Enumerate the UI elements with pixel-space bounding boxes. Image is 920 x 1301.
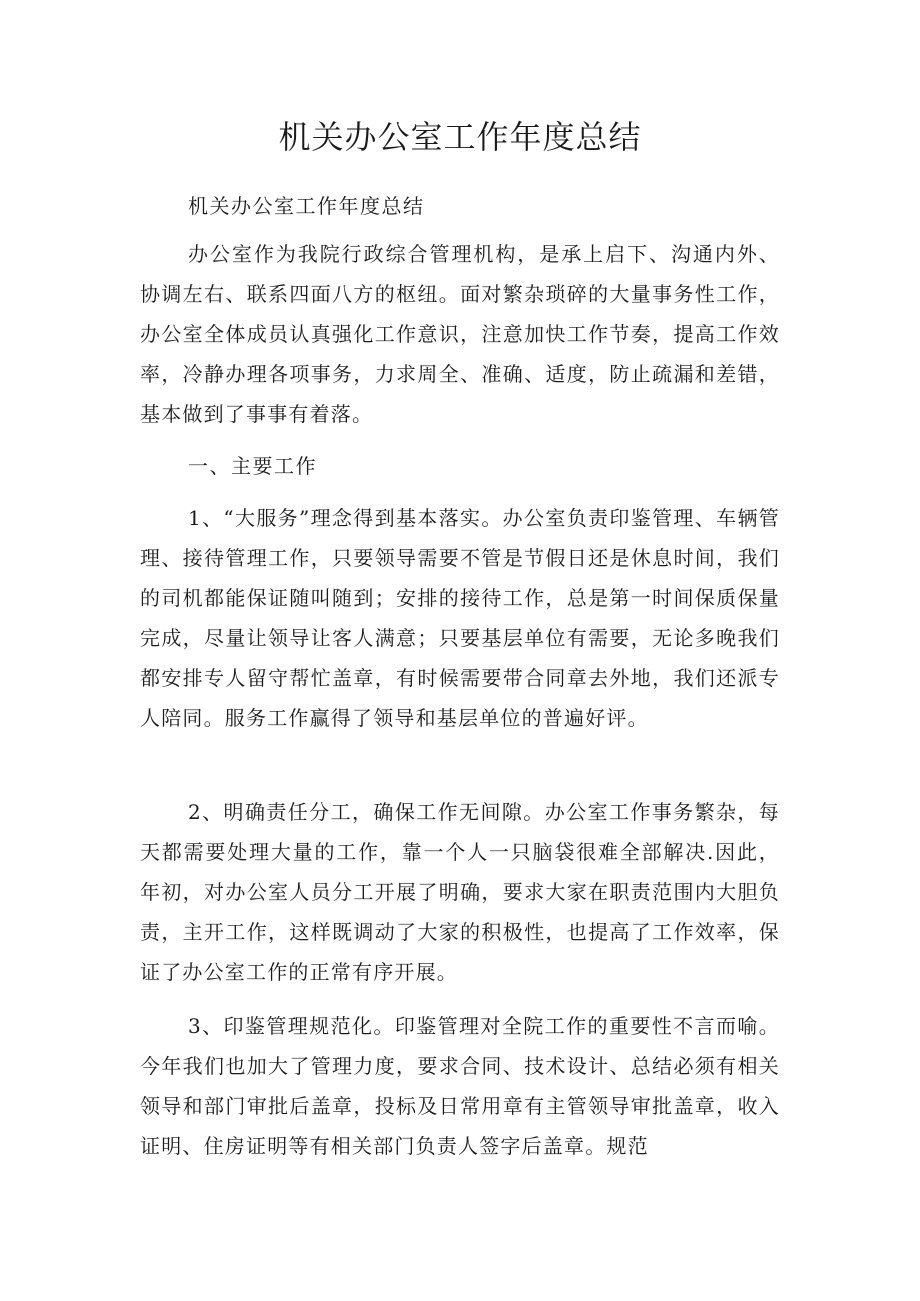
intro-paragraph: 办公室作为我院行政综合管理机构，是承上启下、沟通内外、协调左右、联系四面八方的枢纽。面对繁杂琐碎的大量事务性工作，办公室全体成员认真强化工作意识，注意加快工作节奏，提高工作效率，冷静办理各项事务，力求周全、准确、适度，防止疏漏和差错，基本做到了事事有着落。	[140, 242, 780, 426]
document-subtitle: 机关办公室工作年度总结	[188, 194, 425, 218]
paragraph-3: 3、印鉴管理规范化。印鉴管理对全院工作的重要性不言而喻。今年我们也加大了管理力度，要求合同、技术设计、总结必须有相关领导和部门审批后盖章，投标及日常用章有主管领导审批盖章，收入证明、住房证明等有相关部门负责人签字后盖章。规范	[140, 1014, 780, 1158]
section-heading: 一、主要工作	[188, 454, 317, 478]
paragraph-2: 2、明确责任分工，确保工作无间隙。办公室工作事务繁杂，每天都需要处理大量的工作，靠一个人一只脑袋很难全部解决.因此，年初，对办公室人员分工开展了明确，要求大家在职责范围内大胆负责，主开工作，这样既调动了大家的积极性，也提高了工作效率，保证了办公室工作的正常有序开展。	[140, 800, 780, 984]
document-title: 机关办公室工作年度总结	[278, 118, 642, 156]
paragraph-1: 1、“大服务”理念得到基本落实。办公室负责印鉴管理、车辆管理、接待管理工作，只要领导需要不管是节假日还是休息时间，我们的司机都能保证随叫随到；安排的接待工作，总是第一时间保质保量完成，尽量让领导让客人满意；只要基层单位有需要，无论多晚我们都安排专人留守帮忙盖章，有时候需要带合同章去外地，我们还派专人陪同。服务工作赢得了领导和基层单位的普遍好评。	[140, 506, 780, 730]
